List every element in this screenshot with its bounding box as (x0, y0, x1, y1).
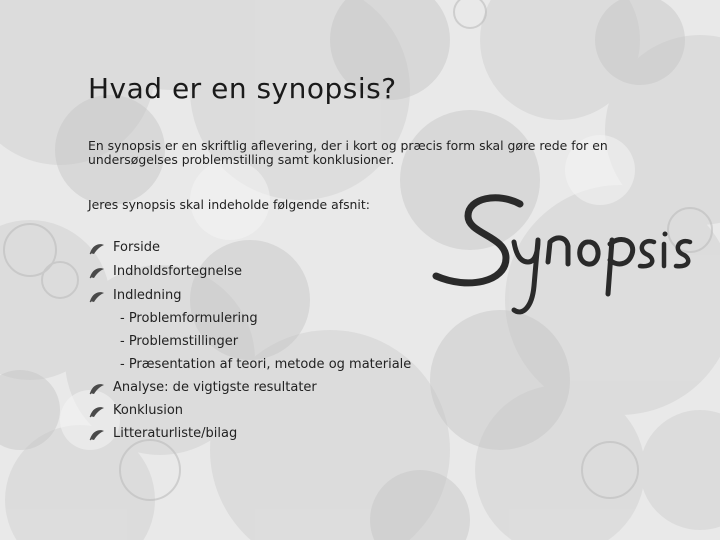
intro-paragraph: En synopsis er en skriftlig aflevering, der i kort og præcis form skal gøre rede for en undersøgelses problemstilling samt konklusioner. (88, 138, 608, 167)
leaf-bullet-icon (88, 405, 106, 419)
leaf-bullet-icon (88, 266, 106, 280)
list-item-label: Litteraturliste/bilag (113, 426, 238, 441)
list-item-label: Indledning (113, 288, 182, 303)
list-item-label: Analyse: de vigtigste resultater (113, 380, 317, 395)
list-item-label: Forside (113, 240, 160, 255)
list-item-label: Konklusion (113, 403, 184, 418)
leaf-bullet-icon (88, 428, 106, 442)
slide-title: Hvad er en synopsis? (88, 72, 397, 105)
leaf-bullet-icon (88, 242, 106, 256)
leaf-bullet-icon (88, 382, 106, 396)
list-item-label: Indholdsfortegnelse (113, 264, 242, 279)
leaf-bullet-icon (88, 290, 106, 304)
synopsis-handwritten-logo (428, 190, 698, 330)
sub-list-item: - Præsentation af teori, metode og materiale (120, 357, 412, 372)
lead-paragraph: Jeres synopsis skal indeholde følgende afsnit: (88, 197, 370, 212)
sub-list-item: - Problemstillinger (120, 334, 239, 349)
sub-list-item: - Problemformulering (120, 311, 258, 326)
